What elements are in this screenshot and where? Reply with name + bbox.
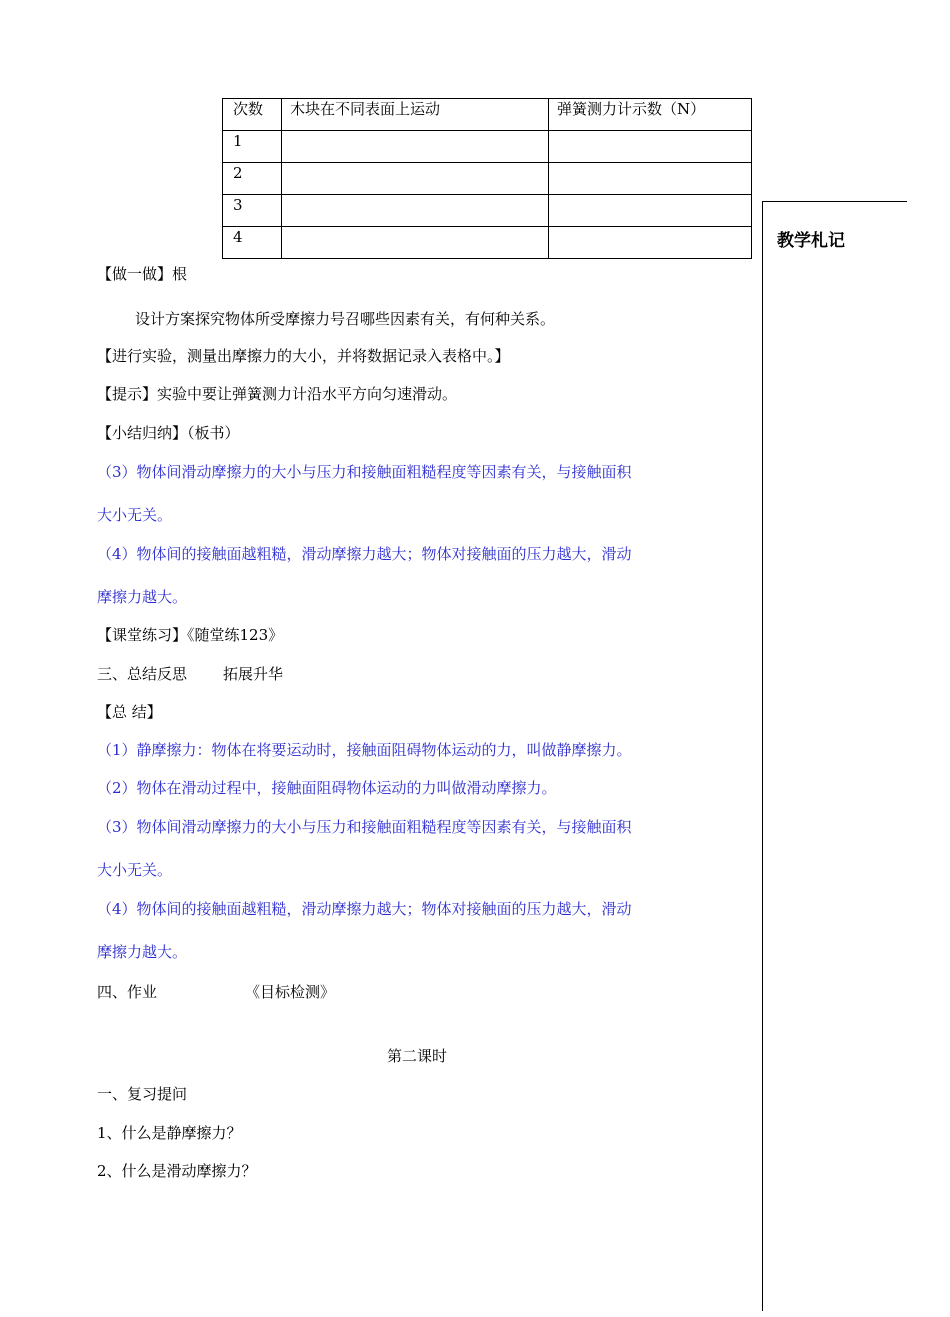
table-cell: 1 [223, 131, 282, 163]
conclusion-line: 大小无关。 [97, 506, 173, 524]
summary-heading: 【小结归纳】（板书） [97, 424, 240, 442]
hint-text: 【提示】实验中要让弹簧测力计沿水平方向匀速滑动。 [97, 385, 458, 403]
conclusion-line: （3）物体间滑动摩擦力的大小与压力和接触面粗糙程度等因素有关，与接触面积 [97, 463, 632, 481]
table-row [223, 195, 752, 227]
body-text: 设计方案探究物体所受摩擦力号召哪些因素有关，有何种关系。 [135, 310, 556, 328]
table-cell [282, 227, 549, 259]
table-cell [282, 163, 549, 195]
section-four-left: 四、作业 [97, 983, 158, 1001]
section-three-right: 拓展升华 [223, 665, 284, 683]
table-cell [549, 131, 752, 163]
summary-line: （1）静摩擦力：物体在将要运动时，接触面阻碍物体运动的力，叫做静摩擦力。 [97, 741, 632, 759]
summary-line: 大小无关。 [97, 861, 173, 879]
friction-data-table [222, 98, 752, 259]
sidebar-title: 教学札记 [777, 231, 845, 251]
table-cell: 2 [223, 163, 282, 195]
table-cell [282, 131, 549, 163]
table-header-cell: 次数 [223, 99, 282, 131]
practice-heading: 【课堂练习】《随堂练123》 [97, 626, 284, 644]
table-cell [282, 195, 549, 227]
body-text: 【进行实验，测量出摩擦力的大小，并将数据记录入表格中。】 [97, 347, 510, 365]
conclusion-line: 摩擦力越大。 [97, 588, 188, 606]
lesson-two-title: 第二课时 [387, 1047, 448, 1065]
table-row [223, 227, 752, 259]
table-header-row [223, 99, 752, 131]
table-header-cell: 弹簧测力计示数（N） [549, 99, 752, 131]
table-cell: 4 [223, 227, 282, 259]
teaching-notes-sidebar [762, 201, 907, 1311]
section-three-left: 三、总结反思 [97, 665, 188, 683]
table-row [223, 163, 752, 195]
summary-line: （4）物体间的接触面越粗糙，滑动摩擦力越大；物体对接触面的压力越大，滑动 [97, 900, 632, 918]
review-question: 1、什么是静摩擦力？ [97, 1124, 242, 1142]
table-row [223, 131, 752, 163]
table-cell [549, 163, 752, 195]
table-cell [549, 195, 752, 227]
section-four-right: 《目标检测》 [245, 983, 336, 1001]
section-four-heading [97, 982, 335, 1002]
review-question: 2、什么是滑动摩擦力？ [97, 1162, 257, 1180]
do-it-heading: 【做一做】根 [97, 265, 188, 283]
table-cell: 3 [223, 195, 282, 227]
table-header-cell: 木块在不同表面上运动 [282, 99, 549, 131]
section-three-heading [97, 664, 283, 684]
summary-line: （3）物体间滑动摩擦力的大小与压力和接触面粗糙程度等因素有关，与接触面积 [97, 818, 632, 836]
conclusion-line: （4）物体间的接触面越粗糙，滑动摩擦力越大；物体对接触面的压力越大，滑动 [97, 545, 632, 563]
review-heading: 一、复习提问 [97, 1085, 188, 1103]
summary-line: （2）物体在滑动过程中，接触面阻碍物体运动的力叫做滑动摩擦力。 [97, 779, 557, 797]
summary-title: 【总 结】 [97, 703, 162, 721]
table-cell [549, 227, 752, 259]
summary-line: 摩擦力越大。 [97, 943, 188, 961]
